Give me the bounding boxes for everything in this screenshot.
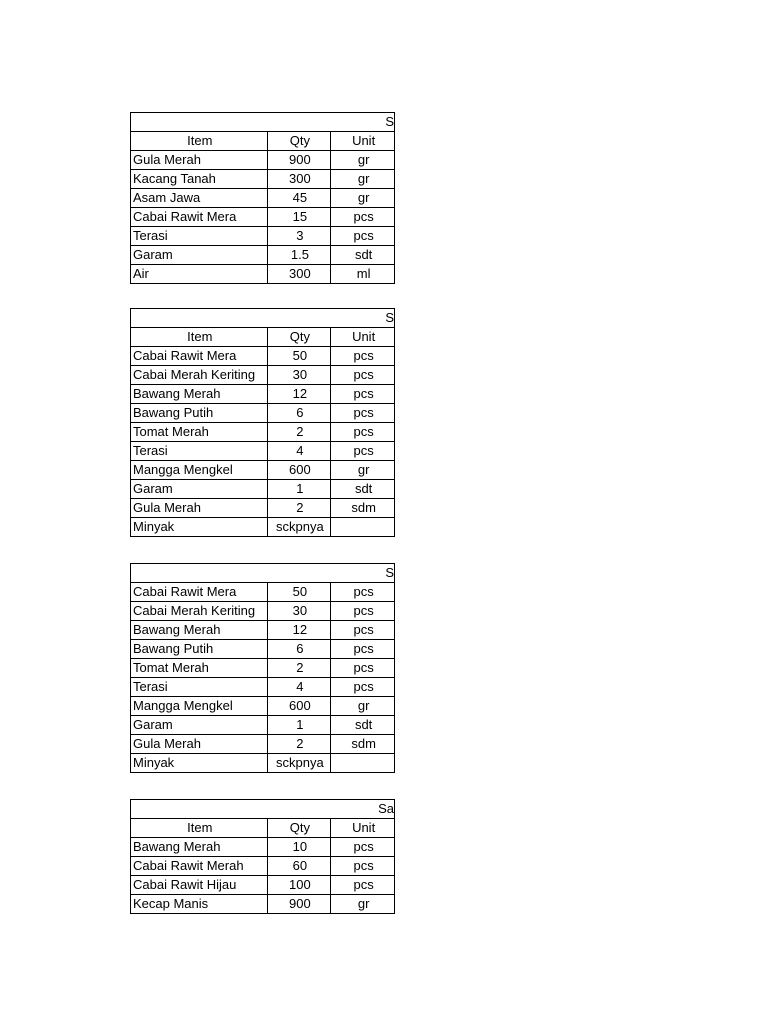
item-cell[interactable]: Mangga Mengkel <box>131 697 268 716</box>
item-cell[interactable]: Terasi <box>131 227 268 246</box>
item-cell[interactable]: Bawang Putih <box>131 404 268 423</box>
unit-cell[interactable]: gr <box>331 461 395 480</box>
table-row <box>131 895 395 914</box>
qty-header[interactable]: Qty <box>267 328 331 347</box>
table-row <box>131 461 395 480</box>
item-cell[interactable]: Air <box>131 265 268 284</box>
unit-cell[interactable]: pcs <box>331 659 395 678</box>
table-row <box>131 499 395 518</box>
table-row <box>131 227 395 246</box>
recipe-table <box>130 799 395 914</box>
qty-cell[interactable]: 900 <box>267 895 331 914</box>
table-row <box>131 583 395 602</box>
qty-cell[interactable]: 3 <box>267 227 331 246</box>
table-row <box>131 659 395 678</box>
unit-cell[interactable]: pcs <box>331 678 395 697</box>
qty-cell[interactable]: 45 <box>267 189 331 208</box>
unit-cell[interactable]: pcs <box>331 366 395 385</box>
table-row <box>131 640 395 659</box>
table-row <box>131 246 395 265</box>
qty-header[interactable]: Qty <box>267 132 331 151</box>
qty-cell[interactable]: 15 <box>267 208 331 227</box>
qty-cell[interactable]: 4 <box>267 442 331 461</box>
unit-cell[interactable]: sdm <box>331 499 395 518</box>
qty-cell[interactable]: 100 <box>267 876 331 895</box>
table-row <box>131 518 395 537</box>
item-cell[interactable]: Terasi <box>131 442 268 461</box>
item-cell[interactable]: Tomat Merah <box>131 659 268 678</box>
table-row <box>131 716 395 735</box>
qty-cell[interactable]: 600 <box>267 461 331 480</box>
table-row <box>131 602 395 621</box>
table-title[interactable]: Sa <box>131 800 395 819</box>
table-row <box>131 189 395 208</box>
table-title[interactable]: S <box>131 113 395 132</box>
unit-cell[interactable]: sdt <box>331 716 395 735</box>
recipe-table <box>130 308 395 537</box>
unit-cell[interactable]: gr <box>331 189 395 208</box>
unit-cell[interactable]: gr <box>331 151 395 170</box>
unit-cell[interactable]: sdt <box>331 246 395 265</box>
recipe-table <box>130 563 395 773</box>
unit-cell[interactable]: pcs <box>331 640 395 659</box>
qty-cell[interactable]: 2 <box>267 499 331 518</box>
item-cell[interactable]: Cabai Rawit Mera <box>131 208 268 227</box>
item-cell[interactable]: Cabai Rawit Mera <box>131 347 268 366</box>
unit-cell[interactable]: pcs <box>331 347 395 366</box>
item-cell[interactable]: Bawang Merah <box>131 385 268 404</box>
item-cell[interactable]: Garam <box>131 716 268 735</box>
item-cell[interactable]: Tomat Merah <box>131 423 268 442</box>
unit-cell[interactable]: pcs <box>331 423 395 442</box>
item-cell[interactable]: Kacang Tanah <box>131 170 268 189</box>
qty-cell[interactable]: 30 <box>267 602 331 621</box>
item-cell[interactable]: Gula Merah <box>131 151 268 170</box>
qty-cell[interactable]: 6 <box>267 640 331 659</box>
item-header[interactable]: Item <box>131 132 268 151</box>
unit-cell[interactable]: pcs <box>331 857 395 876</box>
qty-cell[interactable]: 300 <box>267 170 331 189</box>
table-row <box>131 151 395 170</box>
unit-cell[interactable]: pcs <box>331 385 395 404</box>
unit-cell[interactable]: pcs <box>331 621 395 640</box>
unit-cell[interactable]: sdt <box>331 480 395 499</box>
table-row <box>131 754 395 773</box>
qty-cell[interactable]: 4 <box>267 678 331 697</box>
unit-cell[interactable]: ml <box>331 265 395 284</box>
item-header[interactable]: Item <box>131 819 268 838</box>
item-cell[interactable]: Bawang Merah <box>131 621 268 640</box>
unit-cell[interactable]: pcs <box>331 404 395 423</box>
qty-cell[interactable]: 1 <box>267 480 331 499</box>
item-cell[interactable]: Cabai Rawit Hijau <box>131 876 268 895</box>
item-cell[interactable]: Minyak <box>131 518 268 537</box>
qty-cell[interactable]: 50 <box>267 347 331 366</box>
qty-cell[interactable]: 30 <box>267 366 331 385</box>
unit-header[interactable]: Unit <box>331 328 395 347</box>
qty-header[interactable]: Qty <box>267 819 331 838</box>
unit-cell[interactable]: gr <box>331 895 395 914</box>
item-cell[interactable]: Gula Merah <box>131 735 268 754</box>
qty-cell[interactable]: 1 <box>267 716 331 735</box>
qty-cell[interactable]: 60 <box>267 857 331 876</box>
qty-cell[interactable]: 900 <box>267 151 331 170</box>
unit-cell[interactable]: sdm <box>331 735 395 754</box>
table-row <box>131 423 395 442</box>
item-cell[interactable]: Cabai Merah Keriting <box>131 602 268 621</box>
qty-cell[interactable]: 50 <box>267 583 331 602</box>
item-cell[interactable]: Garam <box>131 480 268 499</box>
unit-cell[interactable]: gr <box>331 170 395 189</box>
qty-cell[interactable]: 600 <box>267 697 331 716</box>
qty-cell[interactable]: sckpnya <box>267 754 331 773</box>
unit-cell[interactable]: pcs <box>331 583 395 602</box>
table-row <box>131 208 395 227</box>
recipe-table-2 <box>130 308 395 537</box>
qty-cell[interactable]: 10 <box>267 838 331 857</box>
table-row <box>131 170 395 189</box>
table-row <box>131 265 395 284</box>
qty-cell[interactable]: 12 <box>267 385 331 404</box>
table-title[interactable]: S <box>131 564 395 583</box>
unit-cell[interactable] <box>331 518 395 537</box>
item-cell[interactable]: Cabai Merah Keriting <box>131 366 268 385</box>
qty-cell[interactable]: 2 <box>267 659 331 678</box>
item-cell[interactable]: Asam Jawa <box>131 189 268 208</box>
table-title[interactable]: S <box>131 309 395 328</box>
item-cell[interactable]: Cabai Rawit Mera <box>131 583 268 602</box>
unit-header[interactable]: Unit <box>331 819 395 838</box>
item-cell[interactable]: Gula Merah <box>131 499 268 518</box>
unit-header[interactable]: Unit <box>331 132 395 151</box>
qty-cell[interactable]: 2 <box>267 735 331 754</box>
qty-cell[interactable]: sckpnya <box>267 518 331 537</box>
item-cell[interactable]: Bawang Putih <box>131 640 268 659</box>
header-row <box>131 132 395 151</box>
unit-cell[interactable]: pcs <box>331 876 395 895</box>
table-row <box>131 697 395 716</box>
unit-cell[interactable]: gr <box>331 697 395 716</box>
unit-cell[interactable] <box>331 754 395 773</box>
item-cell[interactable]: Mangga Mengkel <box>131 461 268 480</box>
recipe-table-4 <box>130 799 395 914</box>
item-cell[interactable]: Cabai Rawit Merah <box>131 857 268 876</box>
unit-cell[interactable]: pcs <box>331 227 395 246</box>
table-row <box>131 876 395 895</box>
table-row <box>131 735 395 754</box>
table-row <box>131 442 395 461</box>
table-row <box>131 366 395 385</box>
table-row <box>131 347 395 366</box>
table-row <box>131 838 395 857</box>
table-row <box>131 385 395 404</box>
table-row <box>131 857 395 876</box>
qty-cell[interactable]: 300 <box>267 265 331 284</box>
recipe-table-3 <box>130 563 395 773</box>
item-cell[interactable]: Kecap Manis <box>131 895 268 914</box>
unit-cell[interactable]: pcs <box>331 838 395 857</box>
header-row <box>131 819 395 838</box>
item-cell[interactable]: Minyak <box>131 754 268 773</box>
qty-cell[interactable]: 1.5 <box>267 246 331 265</box>
item-cell[interactable]: Terasi <box>131 678 268 697</box>
qty-cell[interactable]: 2 <box>267 423 331 442</box>
item-header[interactable]: Item <box>131 328 268 347</box>
qty-cell[interactable]: 12 <box>267 621 331 640</box>
table-row <box>131 480 395 499</box>
recipe-table <box>130 112 395 284</box>
table-row <box>131 678 395 697</box>
recipe-table-1 <box>130 112 395 284</box>
header-row <box>131 328 395 347</box>
table-row <box>131 621 395 640</box>
item-cell[interactable]: Garam <box>131 246 268 265</box>
unit-cell[interactable]: pcs <box>331 602 395 621</box>
item-cell[interactable]: Bawang Merah <box>131 838 268 857</box>
unit-cell[interactable]: pcs <box>331 208 395 227</box>
qty-cell[interactable]: 6 <box>267 404 331 423</box>
table-row <box>131 404 395 423</box>
unit-cell[interactable]: pcs <box>331 442 395 461</box>
